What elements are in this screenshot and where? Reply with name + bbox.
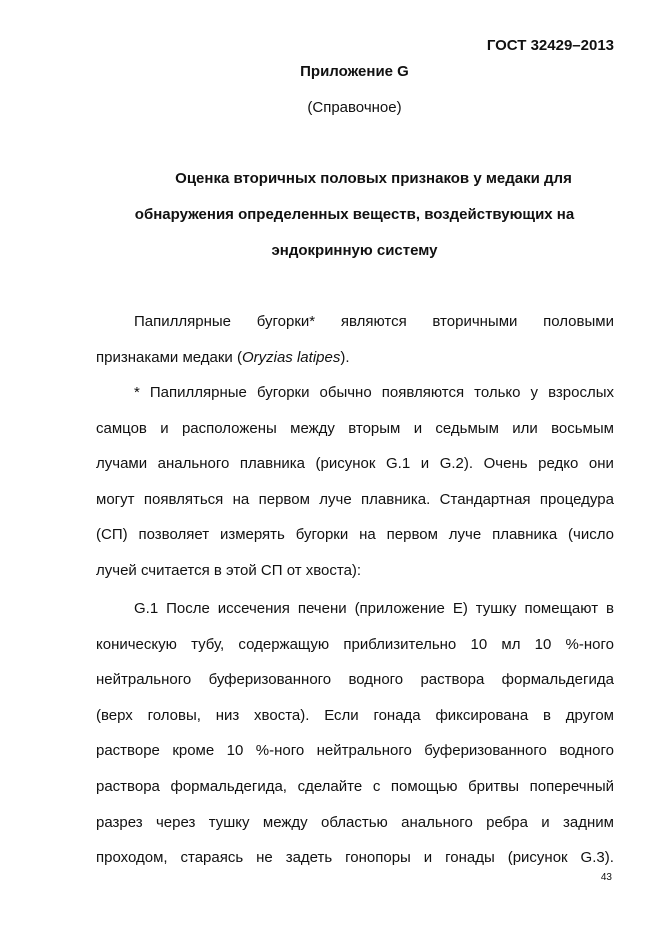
word: (рисунок [315, 455, 376, 473]
word: бугорки* [256, 313, 316, 330]
word: тушку [208, 813, 250, 831]
word: %-ного [255, 742, 305, 760]
word: G.1 [134, 600, 159, 617]
word: После [166, 600, 210, 617]
word: измерять [219, 526, 285, 544]
word: E) [452, 600, 468, 617]
word: бугорки [256, 384, 310, 401]
document-code: ГОСТ 32429–2013 [486, 37, 614, 54]
word: и [160, 419, 169, 437]
word: тушку [475, 600, 517, 617]
word: тубу, [191, 635, 225, 653]
word: G.1 [386, 455, 411, 473]
word: 10 [534, 635, 552, 653]
word: иссечения [217, 600, 290, 617]
word: на [359, 526, 376, 544]
word: проходом, [96, 849, 168, 867]
word: и [423, 849, 433, 867]
word: через [155, 813, 196, 831]
word: с [372, 777, 381, 795]
word: стараясь [180, 849, 244, 867]
word: являются [340, 313, 407, 330]
word: плавника [492, 526, 558, 544]
text-line [96, 840, 614, 876]
word: другом [565, 706, 614, 724]
word: 10 [226, 742, 244, 760]
word: формальдегида [501, 671, 614, 689]
word: (приложение [354, 600, 445, 617]
word: формальдегида, [170, 777, 287, 795]
word: головы, [147, 706, 201, 724]
word: растворе [96, 742, 160, 760]
paragraph-footnote [96, 375, 614, 589]
word: восьмым [551, 419, 614, 437]
word: помещают [524, 600, 599, 617]
word: бритвы [468, 777, 519, 795]
word: не [256, 849, 273, 867]
word: луче [319, 490, 352, 508]
word: областью [321, 813, 388, 831]
word: приблизительно [343, 635, 457, 653]
word: %-ного [565, 635, 614, 653]
word: задним [563, 813, 614, 831]
word: в [605, 600, 614, 617]
text-line [96, 482, 614, 518]
word: (число [568, 526, 614, 544]
paragraph-papillary-tubercles [96, 304, 614, 375]
paragraph-g1-procedure [96, 591, 614, 876]
word: водного [559, 742, 614, 760]
word: между [290, 419, 335, 437]
word: Папиллярные [149, 384, 247, 401]
appendix-title: Приложение G [300, 63, 409, 80]
word: гонада [373, 706, 421, 724]
word: фиксирована [435, 706, 529, 724]
word: только [474, 384, 521, 401]
word: раствора [420, 671, 485, 689]
word: поперечный [529, 777, 614, 795]
section-heading-line-3: эндокринную систему [271, 242, 438, 259]
word: (верх [96, 706, 133, 724]
word: расположены [181, 419, 277, 437]
word: первом [258, 490, 310, 508]
text-line [96, 662, 614, 698]
species-name: Oryzias latipes [241, 348, 341, 366]
word: позволяет [138, 526, 210, 544]
text-line [96, 375, 614, 411]
text-fragment: ). [340, 348, 350, 366]
text-line [96, 591, 614, 627]
word: Если [324, 706, 359, 724]
section-heading-line-2: обнаружения определенных веществ, воздействующих на [134, 206, 575, 223]
text-line [96, 769, 614, 805]
word: или [512, 419, 538, 437]
word: Стандартная [439, 490, 531, 508]
word: бугорки [295, 526, 349, 544]
word: (СП) [96, 526, 128, 544]
text-line [96, 517, 614, 553]
word: у [530, 384, 539, 401]
text-line [96, 805, 614, 841]
word: задеть [285, 849, 333, 867]
word: и [541, 813, 550, 831]
word: они [588, 455, 614, 473]
word: и [420, 455, 430, 473]
word: анального [401, 813, 473, 831]
word: 10 [470, 635, 488, 653]
word: и [413, 419, 423, 437]
word: лучами [96, 455, 148, 473]
word: содержащую [238, 635, 330, 653]
word: раствора [96, 777, 160, 795]
word: редко [538, 455, 579, 473]
word: между [262, 813, 308, 831]
word: мл [501, 635, 521, 653]
word: анального [157, 455, 230, 473]
word: самцов [96, 419, 147, 437]
word: плавника. [361, 490, 431, 508]
page-number: 43 [600, 872, 612, 883]
section-heading-line-1: Оценка вторичных половых признаков у медаки для [175, 170, 572, 187]
text-line [96, 340, 614, 376]
word: * [134, 384, 140, 401]
text-line [96, 698, 614, 734]
word: G.2). [439, 455, 474, 473]
word: на [232, 490, 250, 508]
word: (рисунок [507, 849, 568, 867]
word: хвоста). [254, 706, 310, 724]
word: печени [297, 600, 347, 617]
word: водного [348, 671, 404, 689]
word: сделайте [297, 777, 363, 795]
word: G.3). [580, 849, 614, 867]
word: взрослых [548, 384, 614, 401]
word: половыми [543, 313, 614, 330]
text-line [96, 446, 614, 482]
word: вторичными [432, 313, 518, 330]
word: гонопоры [345, 849, 411, 867]
word: Папиллярные [134, 313, 232, 330]
word: кроме [172, 742, 215, 760]
word: Очень [483, 455, 528, 473]
text-line [96, 627, 614, 663]
word: появляются [381, 384, 465, 401]
word: нейтрального [316, 742, 412, 760]
word: низ [215, 706, 240, 724]
text-line [96, 411, 614, 447]
appendix-note: (Справочное) [307, 99, 402, 116]
word: в [543, 706, 551, 724]
word: ребра [486, 813, 528, 831]
text-line: лучей считается в этой СП от хвоста): [96, 561, 362, 579]
word: буферизованного [424, 742, 547, 760]
word: процедура [539, 490, 614, 508]
word: коническую [96, 635, 177, 653]
word: седьмым [435, 419, 499, 437]
text-line [96, 733, 614, 769]
word: вторым [348, 419, 401, 437]
word: обычно [319, 384, 372, 401]
word: луче [448, 526, 482, 544]
word: плавника [239, 455, 305, 473]
word: могут [96, 490, 135, 508]
text-line [96, 304, 614, 340]
word: буферизованного [208, 671, 332, 689]
text-fragment: признаками медаки ( [96, 348, 242, 366]
word: помощью [390, 777, 458, 795]
word: разрез [96, 813, 143, 831]
word: нейтрального [96, 671, 192, 689]
word: гонады [445, 849, 495, 867]
word: появляться [143, 490, 224, 508]
word: первом [386, 526, 438, 544]
